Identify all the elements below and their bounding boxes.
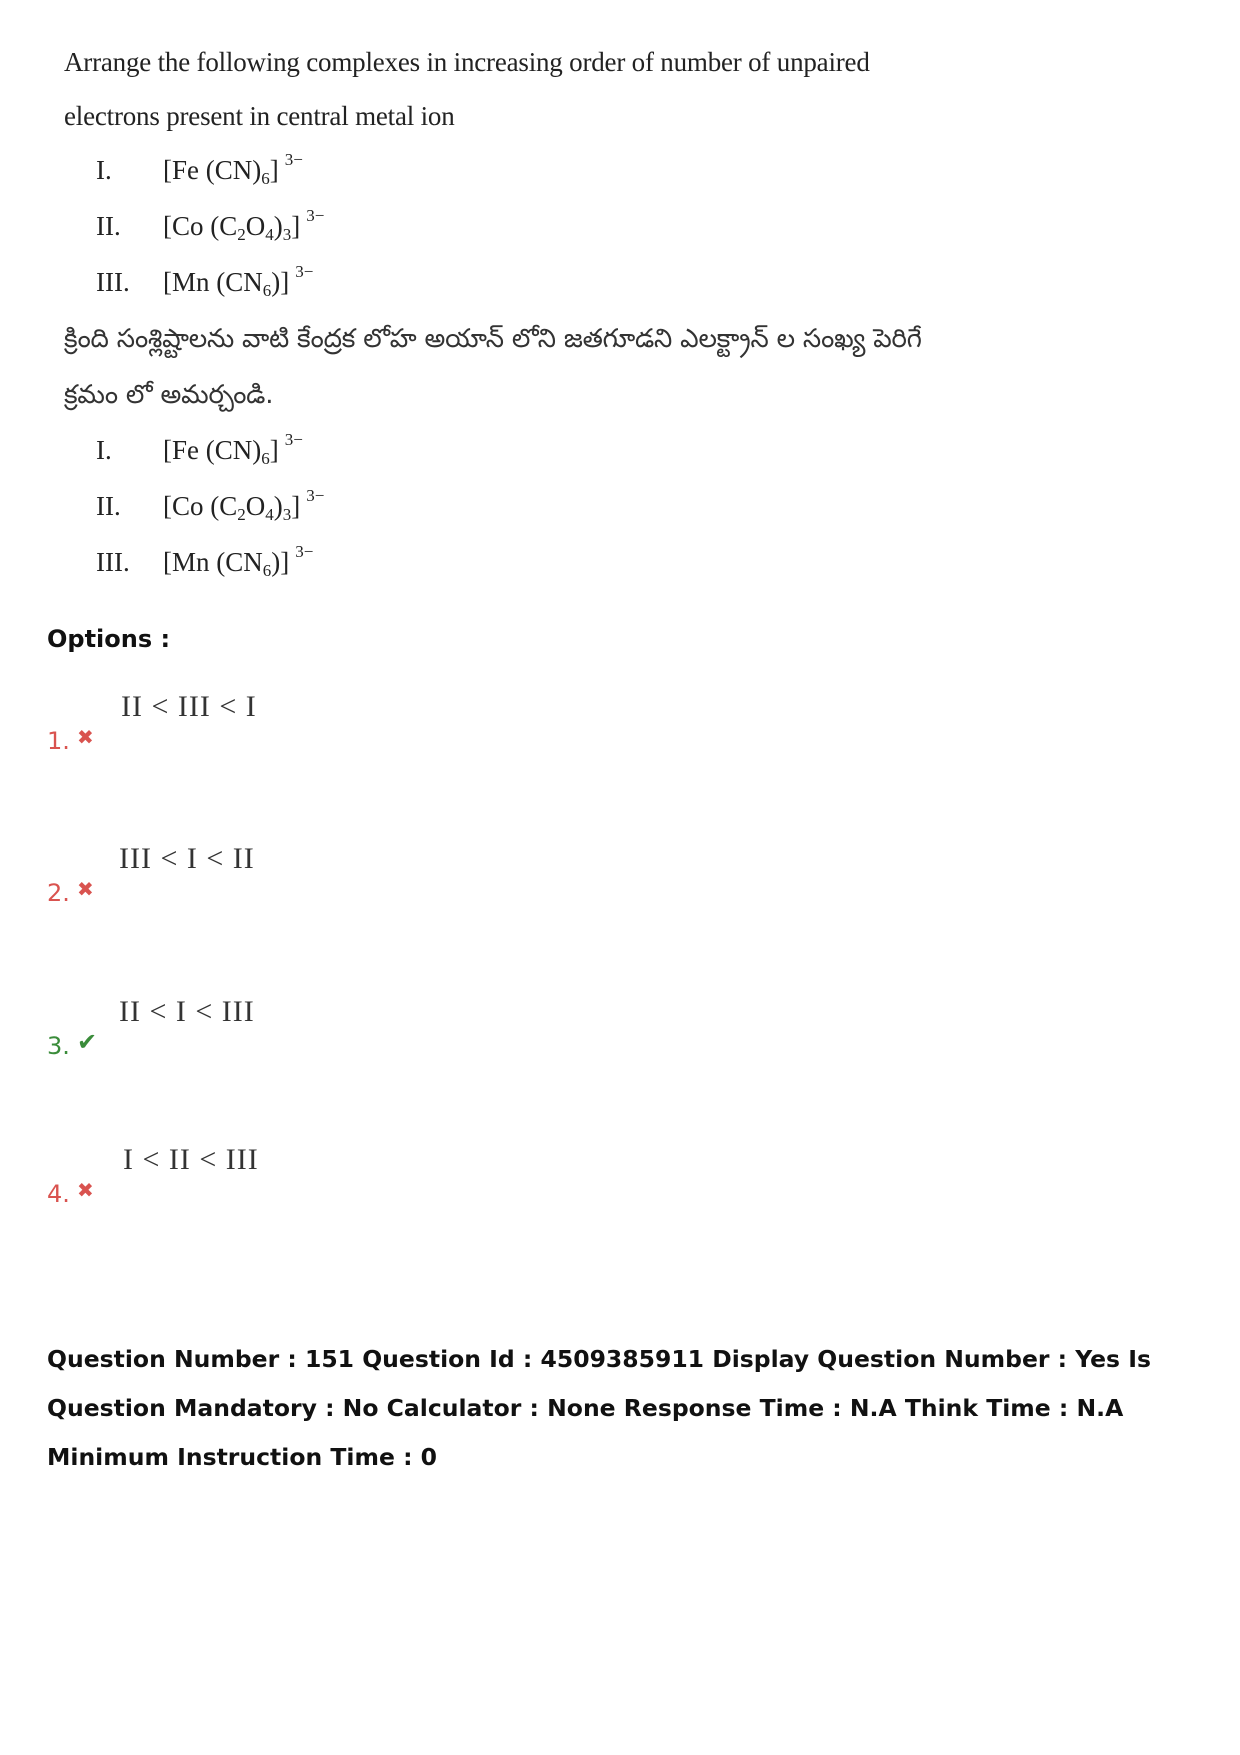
complex-item xyxy=(60,479,960,535)
complex-formula: [Mn $(CN_6)$] $^{3-}$ xyxy=(163,262,314,300)
item-numeral: III. xyxy=(96,267,130,297)
check-icon: ✔ xyxy=(77,1028,98,1056)
option-text: II < I < III xyxy=(119,995,255,1028)
option-4[interactable] xyxy=(47,1143,647,1243)
option-number: 3. xyxy=(47,1032,70,1060)
item-numeral: II. xyxy=(96,211,121,241)
complex-item xyxy=(60,423,960,479)
question-text-telugu: క్రింది సంశ్లిష్టాలను వాటి కేంద్రక లోహ అయాన్ లోని జతగూడని ఎలక్ట్రాన్ ల సంఖ్య పెరిగే క్రమం లో అమర్చండి. xyxy=(64,324,922,410)
complex-item xyxy=(60,255,960,311)
complex-formula: [Fe $(CN)_6$] $^{3-}$ xyxy=(163,150,303,188)
complex-formula: [Co $(C_2O_4)_3$] $^{3-}$ xyxy=(163,486,325,524)
item-numeral: III. xyxy=(96,547,130,577)
complex-item xyxy=(60,535,960,591)
option-number: 2. xyxy=(47,879,70,907)
complex-formula: [Mn $(CN_6)$] $^{3-}$ xyxy=(163,542,314,580)
option-number: 1. xyxy=(47,727,70,755)
options-heading: Options : xyxy=(47,625,171,653)
complex-item xyxy=(60,143,960,199)
cross-icon: ✖ xyxy=(77,725,94,749)
option-text: I < II < III xyxy=(123,1143,259,1176)
item-numeral: I. xyxy=(96,435,112,465)
option-text: III < I < II xyxy=(119,842,255,875)
option-1[interactable] xyxy=(47,690,647,790)
cross-icon: ✖ xyxy=(77,877,94,901)
option-3[interactable] xyxy=(47,995,647,1095)
question-text-english: Arrange the following complexes in increasing order of number of unpaired electrons present in central metal ion xyxy=(64,47,870,131)
cross-icon: ✖ xyxy=(77,1178,94,1202)
question-metadata: Question Number : 151 Question Id : 4509385911 Display Question Number : Yes Is Question Mandatory : No Calculator : None Response Time : N.A Think Time : N.A Minimum Instruction Time : 0 xyxy=(47,1345,1151,1471)
item-numeral: II. xyxy=(96,491,121,521)
complex-formula: [Fe $(CN)_6$] $^{3-}$ xyxy=(163,430,303,468)
option-text: II < III < I xyxy=(121,690,257,723)
item-numeral: I. xyxy=(96,155,112,185)
complex-item xyxy=(60,199,960,255)
option-number: 4. xyxy=(47,1180,70,1208)
question-image xyxy=(60,35,960,591)
complex-formula: [Co $(C_2O_4)_3$] $^{3-}$ xyxy=(163,206,325,244)
option-2[interactable] xyxy=(47,842,647,942)
